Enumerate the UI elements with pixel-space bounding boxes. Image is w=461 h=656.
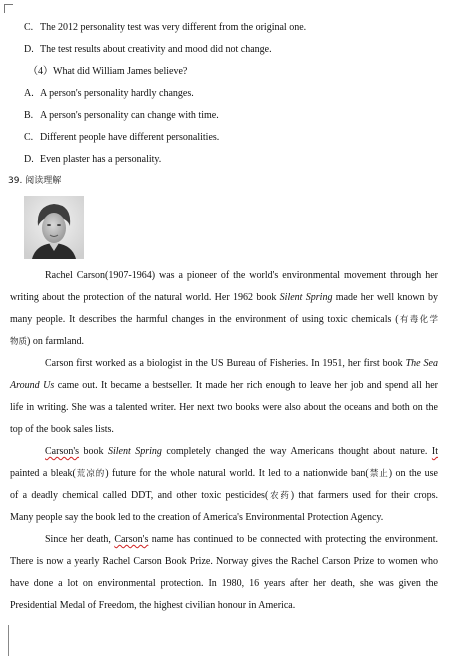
passage-p2-line2: [10, 380, 438, 392]
flagged-word: Carson's: [114, 534, 149, 545]
passage-p1-line3: [10, 314, 438, 326]
passage-p1-line1: Rachel Carson(1907-1964) was a pioneer of the world's environmental movement through her: [45, 270, 438, 281]
chinese-gloss: 有毒化学: [398, 315, 438, 325]
passage-p1-line2: [10, 292, 438, 304]
text-span: many people. It describes the harmful changes in the environment of using toxic chemicals (: [10, 314, 399, 325]
option-text: Even plaster has a personality.: [40, 154, 162, 165]
flagged-word: It: [431, 446, 439, 457]
passage-p1-line4: [10, 336, 438, 348]
option-text: A person's personality can change with time.: [40, 110, 219, 121]
option-letter: B.: [24, 110, 34, 121]
option-letter: D.: [24, 44, 34, 55]
text-span: ) on the use: [388, 468, 438, 479]
text-span: painted a bleak(: [10, 468, 76, 479]
option-a[interactable]: [24, 88, 194, 100]
text-span: made her well known by: [332, 292, 438, 303]
text-span: of a deadly chemical called DDT, and other toxic pesticides(: [10, 490, 269, 501]
text-span: ) future for the whole natural world. It led to a nationwide ban(: [105, 468, 369, 479]
passage-p2-line3: life in writing. She was a talented writer. Her next two books were also about the oceans and both on the: [10, 402, 438, 413]
text-span: came out. It became a bestseller. It made her rich enough to leave her job and spend all her: [54, 380, 438, 391]
text-span: Carson first worked as a biologist in the US Bureau of Fisheries. In 1951, her first book: [45, 358, 406, 369]
chinese-gloss: 物质: [10, 337, 28, 347]
option-b[interactable]: [24, 110, 219, 122]
passage-p3-line4: Many people say the book led to the creation of America's Environmental Protection Agency.: [10, 512, 384, 523]
option-d[interactable]: [24, 154, 161, 166]
book-title-italic: Silent Spring: [108, 446, 162, 457]
text-span: completely changed the way Americans thought about nature.: [161, 446, 432, 457]
flagged-word: Carson's: [45, 446, 80, 457]
portrait-image: [24, 196, 84, 259]
passage-p4-line3: have done a lot on environmental protection. In 1980, 16 years after her death, she was given the: [10, 578, 438, 589]
passage-p4-line2: There is now a yearly Rachel Carson Book Prize. Norway gives the Rachel Carson Prize to women who: [10, 556, 438, 567]
section-heading: [8, 175, 61, 187]
passage-p3-line3: [10, 490, 438, 502]
book-title-italic: The Sea: [405, 358, 438, 369]
text-span: writing about the protection of the natural world. Her 1962 book: [10, 292, 280, 303]
text-span: ) that farmers used for their crops.: [290, 490, 438, 501]
option-c-prev[interactable]: [24, 22, 306, 34]
option-letter: A.: [24, 88, 34, 99]
option-d-prev[interactable]: [24, 44, 272, 56]
option-text: The 2012 personality test was very different from the original one.: [40, 22, 307, 33]
book-title-italic: Around Us: [10, 380, 55, 391]
option-letter: C.: [24, 132, 34, 143]
passage-p2-line4: top of the book sales lists.: [10, 424, 114, 435]
book-title-italic: Silent Spring: [279, 292, 333, 303]
page-corner-mark: [4, 4, 13, 13]
option-c[interactable]: [24, 132, 219, 144]
chinese-gloss: 荒凉的: [75, 469, 106, 479]
passage-p4-line1: [45, 534, 438, 546]
rachel-carson-portrait: [24, 196, 84, 259]
text-span: Since her death,: [45, 534, 115, 545]
option-text: The test results about creativity and mood did not change.: [40, 44, 272, 55]
passage-p3-line2: [10, 468, 438, 480]
text-span: ) on farmland.: [27, 336, 84, 347]
passage-p4-line4: Presidential Medal of Freedom, the highest civilian honour in America.: [10, 600, 296, 611]
option-letter: C.: [24, 22, 34, 33]
text-span: book: [79, 446, 108, 457]
section-title: 阅读理解: [25, 176, 62, 186]
section-number: 39.: [8, 176, 23, 186]
chinese-gloss: 农药: [268, 491, 291, 501]
option-letter: D.: [24, 154, 34, 165]
chinese-gloss: 禁止: [368, 469, 389, 479]
question-4-prompt: （4）What did William James believe?: [28, 66, 188, 77]
option-text: A person's personality hardly changes.: [40, 88, 194, 99]
passage-p3-line1: [45, 446, 438, 458]
page-edge-marker: [0, 625, 9, 656]
text-span: name has continued to be connected with protecting the environment.: [148, 534, 438, 545]
option-text: Different people have different personalities.: [40, 132, 220, 143]
passage-p2-line1: [45, 358, 438, 370]
